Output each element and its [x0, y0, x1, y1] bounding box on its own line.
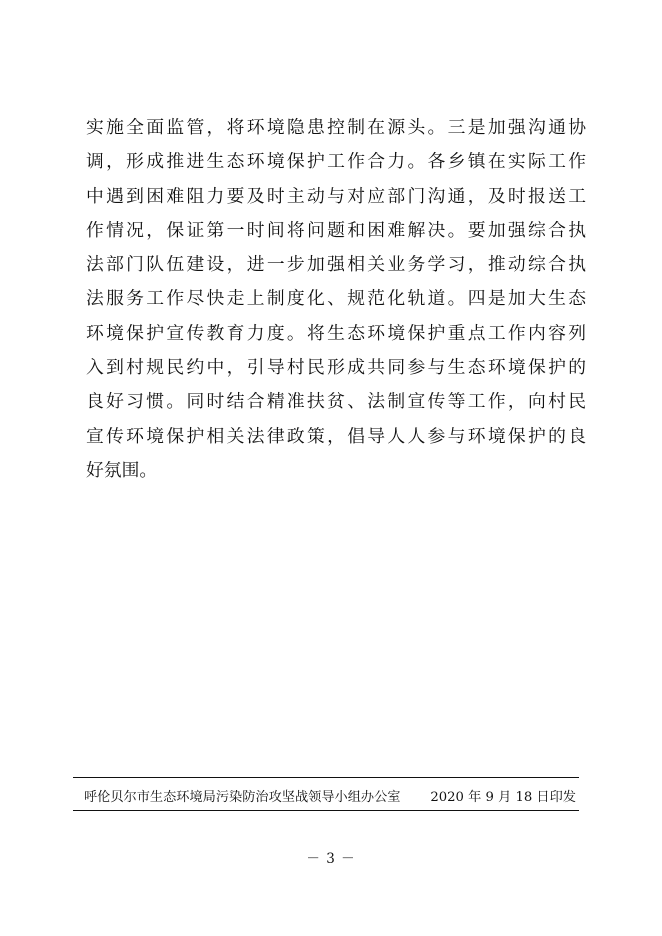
- body-line-10: 宣传环境保护相关法律政策，倡导人人参与环境保护的良: [86, 425, 586, 447]
- issue-date: 2020 年 9 月 18 日印发: [430, 789, 576, 805]
- issuance-footer: [84, 784, 576, 806]
- page-number: － 3 －: [306, 851, 356, 867]
- body-line-1: 实施全面监管，将环境隐患控制在源头。三是加强沟通协: [86, 117, 586, 138]
- body-line-2: 调，形成推进生态环境保护工作合力。各乡镇在实际工作: [86, 151, 586, 173]
- footer-top-rule: [73, 777, 579, 778]
- body-line-5: 法部门队伍建设，进一步加强相关业务学习，推动综合执: [86, 254, 586, 276]
- body-line-7: 环境保护宣传教育力度。将生态环境保护重点工作内容列: [86, 322, 586, 344]
- body-text: [86, 111, 586, 488]
- body-line-6: 法服务工作尽快走上制度化、规范化轨道。四是加大生态: [86, 288, 586, 310]
- footer-bottom-rule: [73, 810, 579, 811]
- body-line-3: 中遇到困难阻力要及时主动与对应部门沟通，及时报送工: [86, 185, 586, 207]
- body-line-9: 良好习惯。同时结合精准扶贫、法制宣传等工作，向村民: [86, 391, 586, 413]
- body-line-4: 作情况，保证第一时间将问题和困难解决。要加强综合执: [86, 219, 586, 241]
- issuer-name: 呼伦贝尔市生态环境局污染防治攻坚战领导小组办公室: [84, 789, 401, 805]
- body-line-11: 好氛围。: [86, 459, 158, 481]
- body-line-8: 入到村规民约中，引导村民形成共同参与生态环境保护的: [86, 357, 586, 379]
